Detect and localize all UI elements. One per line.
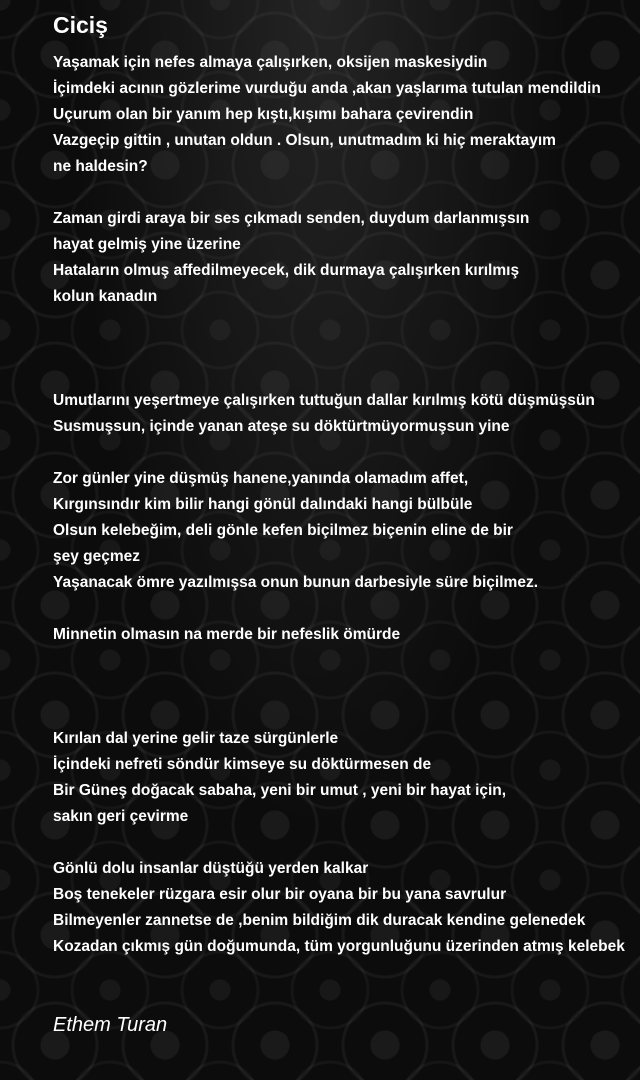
stanza-6 [53,726,640,830]
poem-body [53,50,640,960]
poem-line: Zor günler yine düşmüş hanene,yanında olamadım affet, [53,470,469,487]
poem-line: Gönlü dolu insanlar düştüğü yerden kalkar [53,860,369,877]
poem-line: Kırılan dal yerine gelir taze sürgünlerle [53,730,339,747]
poem-line: şey geçmez [53,548,141,565]
stanza-5 [53,622,640,648]
stanza-1 [53,50,640,180]
stanza-4 [53,466,640,596]
poem-line: Boş tenekeler rüzgara esir olur bir oyana bir bu yana savrulur [53,886,507,903]
stanza-7 [53,856,640,960]
poem-line: Vazgeçip gittin , unutan oldun . Olsun, unutmadım ki hiç meraktayım [53,132,556,149]
poem-line: İçimdeki acının gözlerime vurduğu anda ,akan yaşlarıma tutulan mendildin [53,80,601,97]
poem-line: hayat gelmiş yine üzerine [53,236,241,253]
stanza-2 [53,206,640,310]
poem-line: Yaşamak için nefes almaya çalışırken, oksijen maskesiydin [53,54,488,71]
poem-author: Ethem Turan [53,1014,168,1036]
poem-line: Yaşanacak ömre yazılmışsa onun bunun darbesiyle süre biçilmez. [53,574,538,591]
poem-line: Umutlarını yeşertmeye çalışırken tuttuğun dallar kırılmış kötü düşmüşsün [53,392,595,409]
stanza-spacer [53,180,640,206]
stanza-spacer [53,310,640,388]
poem-line: Susmuşsun, içinde yanan ateşe su döktürtmüyormuşsun yine [53,418,510,435]
poem-line: Bir Güneş doğacak sabaha, yeni bir umut , yeni bir hayat için, [53,782,507,799]
poem-line: ne haldesin? [53,158,148,175]
poem-line: Olsun kelebeğim, deli gönle kefen biçilmez biçenin eline de bir [53,522,513,539]
stanza-3 [53,388,640,440]
poem-line: Hataların olmuş affedilmeyecek, dik durmaya çalışırken kırılmış [53,262,520,279]
poem-line: sakın geri çevirme [53,808,189,825]
poem-line: Bilmeyenler zannetse de ,benim bildiğim dik duracak kendine gelenedek [53,912,586,929]
poem-line: Uçurum olan bir yanım hep kıştı,kışımı bahara çevirendin [53,106,474,123]
stanza-spacer [53,440,640,466]
poem-line: Zaman girdi araya bir ses çıkmadı senden, duydum darlanmışsın [53,210,530,227]
stanza-spacer [53,596,640,622]
poem-line: Kırgınsındır kim bilir hangi gönül dalındaki hangi bülbüle [53,496,473,513]
poem-line: Kozadan çıkmış gün doğumunda, tüm yorgunluğunu üzerinden atmış kelebek [53,938,625,955]
poem-title: Ciciş [53,12,108,38]
stanza-spacer [53,830,640,856]
poem-line: kolun kanadın [53,288,158,305]
poem-line: Minnetin olmasın na merde bir nefeslik ömürde [53,626,401,643]
poem-line: İçindeki nefreti söndür kimseye su döktürmesen de [53,756,432,773]
stanza-spacer [53,648,640,726]
